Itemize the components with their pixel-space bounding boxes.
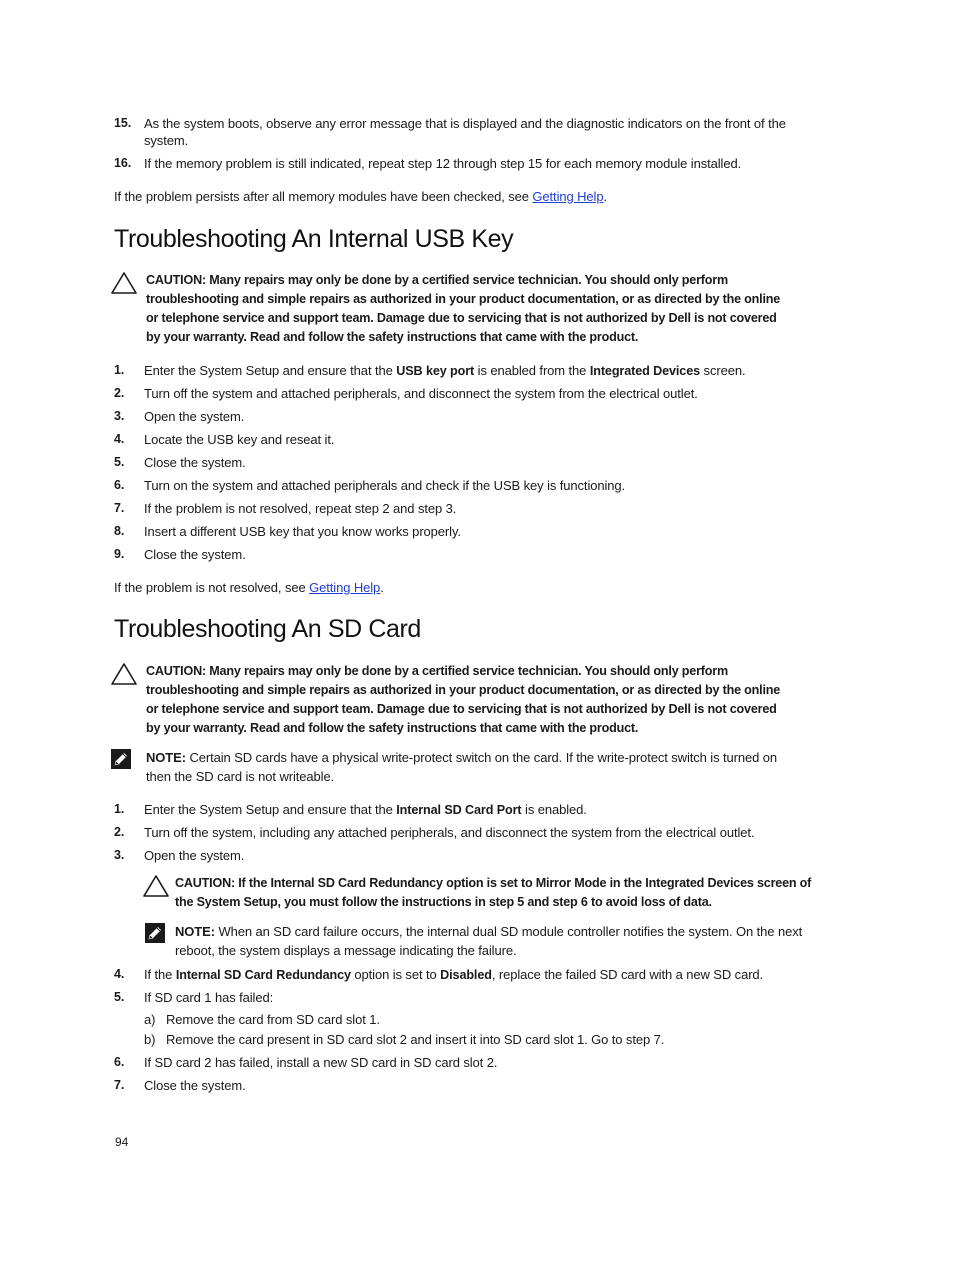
step-number: 2.: [114, 386, 125, 400]
note-pencil-icon: [110, 748, 132, 775]
step-text: Enter the System Setup and ensure that the USB key port is enabled from the Integrated Devices screen.: [144, 363, 746, 378]
resolved-paragraph: If the problem is not resolved, see Getting Help.: [114, 580, 384, 595]
step-number: 4.: [114, 432, 125, 446]
step-number: 2.: [114, 825, 125, 839]
caution-icon: [110, 662, 138, 691]
step-text: Locate the USB key and reseat it.: [144, 432, 335, 447]
substep-text: Remove the card present in SD card slot 2 and insert it into SD card slot 1. Go to step 7.: [166, 1032, 665, 1047]
step-text: If SD card 2 has failed, install a new SD card in SD card slot 2.: [144, 1055, 498, 1070]
caution-text: CAUTION: If the Internal SD Card Redundancy option is set to Mirror Mode in the Integrated Devices screen of the System Setup, you must follow the instructions in step 5 and step 6 to avoid loss of data.: [175, 876, 812, 909]
step-text: Close the system.: [144, 547, 246, 562]
step-number: 7.: [114, 1078, 125, 1092]
step-number: 9.: [114, 547, 125, 561]
caution-text: CAUTION: Many repairs may only be done by a certified service technician. You should only perform troubleshooting and simple repairs as authorized in your product documentation, or as directed by the online or telephone service and support team. Damage due to servicing that is not authorized by Dell is not covered by your warranty. Read and follow the safety instructions that came with the product.: [146, 664, 781, 735]
step-number: 6.: [114, 1055, 125, 1069]
getting-help-link[interactable]: Getting Help: [532, 189, 604, 204]
step-text: If the memory problem is still indicated, repeat step 12 through step 15 for each memory module installed.: [144, 156, 742, 171]
step-number: 15.: [114, 116, 132, 130]
step-text: Open the system.: [144, 848, 245, 863]
step-text: Turn off the system and attached peripherals, and disconnect the system from the electrical outlet.: [144, 386, 698, 401]
step-text: Close the system.: [144, 1078, 246, 1093]
step-number: 16.: [114, 156, 132, 170]
step-text: Open the system.: [144, 409, 245, 424]
substep-letter: b): [144, 1032, 156, 1047]
step-text: As the system boots, observe any error message that is displayed and the diagnostic indicators on the front of the system.: [144, 116, 786, 148]
caution-icon: [110, 271, 138, 300]
step-text: Close the system.: [144, 455, 246, 470]
note-pencil-icon: [144, 922, 166, 949]
step-number: 4.: [114, 967, 125, 981]
persist-paragraph: If the problem persists after all memory modules have been checked, see Getting Help.: [114, 189, 607, 204]
step-text: Turn on the system and attached peripherals and check if the USB key is functioning.: [144, 478, 626, 493]
step-number: 3.: [114, 848, 125, 862]
step-number: 1.: [114, 802, 125, 816]
step-number: 5.: [114, 990, 125, 1004]
step-text: If the problem is not resolved, repeat step 2 and step 3.: [144, 501, 457, 516]
substep-text: Remove the card from SD card slot 1.: [166, 1012, 380, 1027]
section-heading-usb: Troubleshooting An Internal USB Key: [114, 225, 514, 253]
page-number: 94: [115, 1135, 129, 1149]
step-number: 1.: [114, 363, 125, 377]
step-number: 5.: [114, 455, 125, 469]
caution-text: CAUTION: Many repairs may only be done by a certified service technician. You should only perform troubleshooting and simple repairs as authorized in your product documentation, or as directed by the online or telephone service and support team. Damage due to servicing that is not authorized by Dell is not covered by your warranty. Read and follow the safety instructions that came with the product.: [146, 273, 781, 344]
caution-icon: [142, 874, 170, 903]
step-number: 8.: [114, 524, 125, 538]
step-number: 3.: [114, 409, 125, 423]
step-text: Insert a different USB key that you know works properly.: [144, 524, 461, 539]
section-heading-sd: Troubleshooting An SD Card: [114, 615, 421, 643]
step-text: If SD card 1 has failed:: [144, 990, 274, 1005]
step-text: If the Internal SD Card Redundancy option is set to Disabled, replace the failed SD card with a new SD card.: [144, 967, 764, 982]
step-number: 6.: [114, 478, 125, 492]
note-text: NOTE: Certain SD cards have a physical write-protect switch on the card. If the write-protect switch is turned on then the SD card is not writeable.: [146, 750, 778, 784]
getting-help-link[interactable]: Getting Help: [309, 580, 381, 595]
substep-letter: a): [144, 1012, 156, 1027]
step-text: Turn off the system, including any attached peripherals, and disconnect the system from the electrical outlet.: [144, 825, 755, 840]
step-number: 7.: [114, 501, 125, 515]
note-text: NOTE: When an SD card failure occurs, the internal dual SD module controller notifies the system. On the next reboot, the system displays a message indicating the failure.: [175, 924, 803, 958]
step-text: Enter the System Setup and ensure that the Internal SD Card Port is enabled.: [144, 802, 587, 817]
